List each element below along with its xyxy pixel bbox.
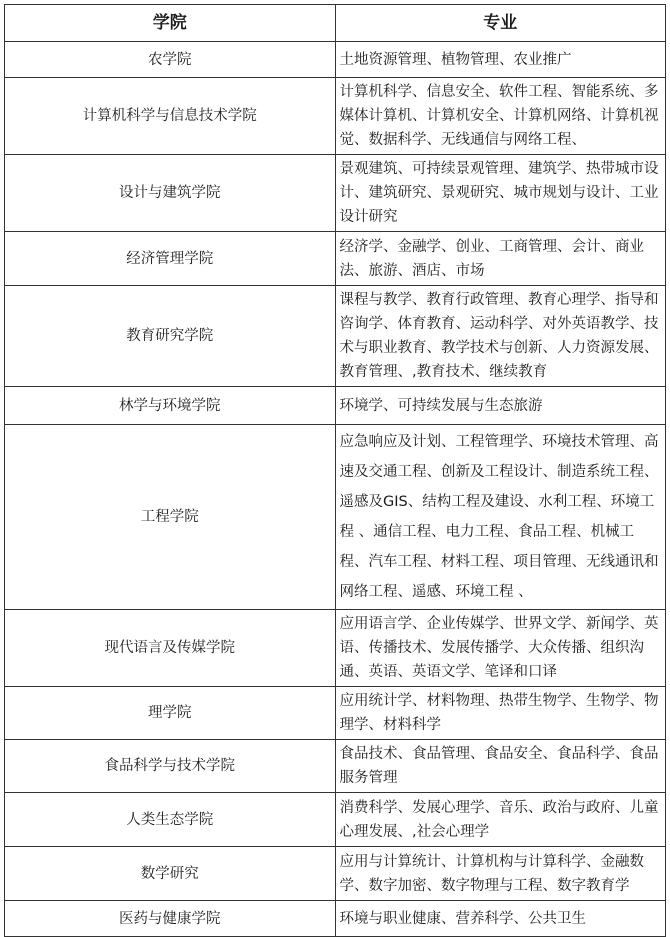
- college-name: 理学院: [5, 687, 336, 740]
- major-list: 经济学、金融学、创业、工商管理、会计、商业法、旅游、酒店、市场: [335, 232, 666, 286]
- table-row: [5, 740, 666, 793]
- table-row: [5, 232, 666, 286]
- header-major: 专业: [335, 5, 666, 42]
- table-row: [5, 78, 666, 155]
- major-list: 应急响应及计划、工程管理学、环境技术管理、高速及交通工程、创新及工程设计、制造系统工程、遥感及GIS、结构工程及建设、水利工程、环境工程 、通信工程、电力工程、食品工程、机械工程、汽车工程、材料工程、项目管理、无线通讯和网络工程、遥感、环境工程 、: [335, 425, 666, 610]
- table-row: [5, 425, 666, 610]
- college-name: 人类生态学院: [5, 793, 336, 847]
- table-row: [5, 847, 666, 901]
- major-list: 环境与职业健康、营养科学、公共卫生: [335, 901, 666, 937]
- college-name: 数学研究: [5, 847, 336, 901]
- college-name: 现代语言及传媒学院: [5, 610, 336, 687]
- major-list: 景观建筑、可持续景观管理、建筑学、热带城市设计、建筑研究、景观研究、城市规划与设计、工业设计研究: [335, 155, 666, 232]
- table-row: [5, 610, 666, 687]
- table-row: [5, 901, 666, 937]
- table-row: [5, 286, 666, 387]
- college-name: 计算机科学与信息技术学院: [5, 78, 336, 155]
- table-row: [5, 387, 666, 425]
- college-name: 林学与环境学院: [5, 387, 336, 425]
- table-row: [5, 793, 666, 847]
- major-list: 应用统计学、材料物理、热带生物学、生物学、物理学、材料科学: [335, 687, 666, 740]
- table-row: [5, 42, 666, 78]
- major-list: 环境学、可持续发展与生态旅游: [335, 387, 666, 425]
- majors-table: [4, 4, 666, 937]
- major-list: 课程与教学、教育行政管理、教育心理学、指导和咨询学、体育教育、运动科学、对外英语教学、技术与职业教育、教学技术与创新、人力资源发展、教育管理、,教育技术、继续教育: [335, 286, 666, 387]
- table-row: [5, 687, 666, 740]
- major-list: 计算机科学、信息安全、软件工程、智能系统、多媒体计算机、计算机安全、计算机网络、计算机视觉、数据科学、无线通信与网络工程、: [335, 78, 666, 155]
- table-row: [5, 155, 666, 232]
- college-name: 教育研究学院: [5, 286, 336, 387]
- college-name: 医药与健康学院: [5, 901, 336, 937]
- major-list: 食品技术、食品管理、食品安全、食品科学、食品服务管理: [335, 740, 666, 793]
- table-header-row: [5, 5, 666, 42]
- college-name: 食品科学与技术学院: [5, 740, 336, 793]
- header-college: 学院: [5, 5, 336, 42]
- college-name: 农学院: [5, 42, 336, 78]
- major-list: 土地资源管理、植物管理、农业推广: [335, 42, 666, 78]
- major-list: 应用与计算统计、计算机构与计算科学、金融数学、数字加密、数字物理与工程、数字教育学: [335, 847, 666, 901]
- major-list: 消费科学、发展心理学、音乐、政治与政府、儿童心理发展、,社会心理学: [335, 793, 666, 847]
- major-list: 应用语言学、企业传媒学、世界文学、新闻学、英语、传播技术、发展传播学、大众传播、组织沟通、英语、英语文学、笔译和口译: [335, 610, 666, 687]
- college-name: 经济管理学院: [5, 232, 336, 286]
- college-name: 工程学院: [5, 425, 336, 610]
- college-name: 设计与建筑学院: [5, 155, 336, 232]
